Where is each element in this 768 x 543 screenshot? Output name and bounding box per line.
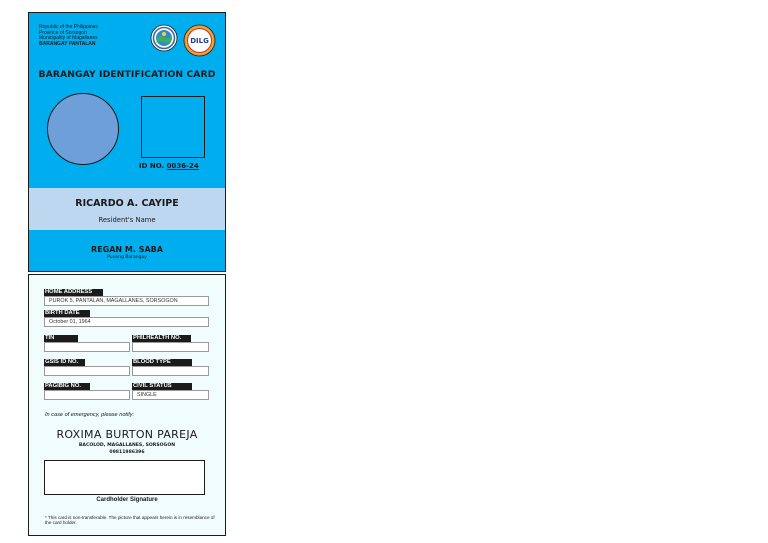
id-number [139, 162, 199, 170]
birth-date-field: October 01, 1964 [44, 317, 209, 327]
header-line-province: Province of Sorsogon [39, 29, 87, 36]
philhealth-field [132, 342, 209, 352]
municipal-seal-icon [150, 24, 178, 52]
id-number-value: 0036-24 [166, 162, 199, 170]
tin-label: TIN [44, 335, 78, 342]
punong-barangay-caption: Punong Barangay [107, 255, 147, 260]
gsis-field [44, 366, 130, 376]
id-number-label: ID NO. [139, 162, 165, 170]
emergency-notify-text: In case of emergency, please notify: [45, 412, 135, 418]
civil-status-label: CIVIL STATUS [132, 383, 192, 390]
birth-date-label: BIRTH DATE [44, 310, 90, 317]
home-address-label: HOME ADDRESS [44, 289, 103, 296]
blood-type-label: BLOOD TYPE [132, 359, 192, 366]
header-line-municipality: Municipality of Magallanes [39, 35, 98, 42]
tin-field [44, 342, 130, 352]
emergency-contact-name: ROXIMA BURTON PAREJA [56, 428, 198, 441]
philhealth-label: PHILHEALTH NO. [132, 335, 191, 342]
blood-type-field [132, 366, 209, 376]
id-card-front [28, 12, 226, 272]
dilg-seal-icon [183, 24, 216, 57]
home-address-field: PUROK 5, PANTALAN, MAGALLANES, SORSOGON [44, 296, 209, 306]
punong-barangay-name: REGAN M. SABA [91, 245, 163, 254]
civil-status-field: SINGLE [132, 390, 209, 400]
id-card-back [28, 274, 226, 536]
dilg-seal-text: DILG [190, 37, 209, 45]
pagibig-field [44, 390, 130, 400]
photo-placeholder-circle [47, 93, 119, 165]
gsis-label: GSIS ID NO. [44, 359, 85, 366]
signature-caption: Cardholder Signature [96, 497, 158, 503]
signature-box [44, 460, 205, 495]
pagibig-label: PAGIBIG NO. [44, 383, 90, 390]
emergency-contact-address: BACOLOD, MAGALLANES, SORSOGON [78, 443, 176, 448]
header-line-barangay: BARANGAY PANTALAN [39, 40, 96, 47]
card-title: BARANGAY IDENTIFICATION CARD [38, 69, 216, 80]
card-header-text [39, 25, 98, 47]
photo-placeholder-box [141, 96, 205, 158]
emergency-contact-phone: 09811986396 [109, 450, 145, 455]
resident-name-caption: Resident's Name [98, 216, 156, 224]
header-line-republic: Republic of the Philippines [39, 24, 98, 30]
non-transferable-note: * This card is non-transferable. The picture that appears herein is in resemblance of the card holder. [45, 515, 215, 526]
resident-name: RICARDO A. CAYIPE [75, 198, 179, 209]
